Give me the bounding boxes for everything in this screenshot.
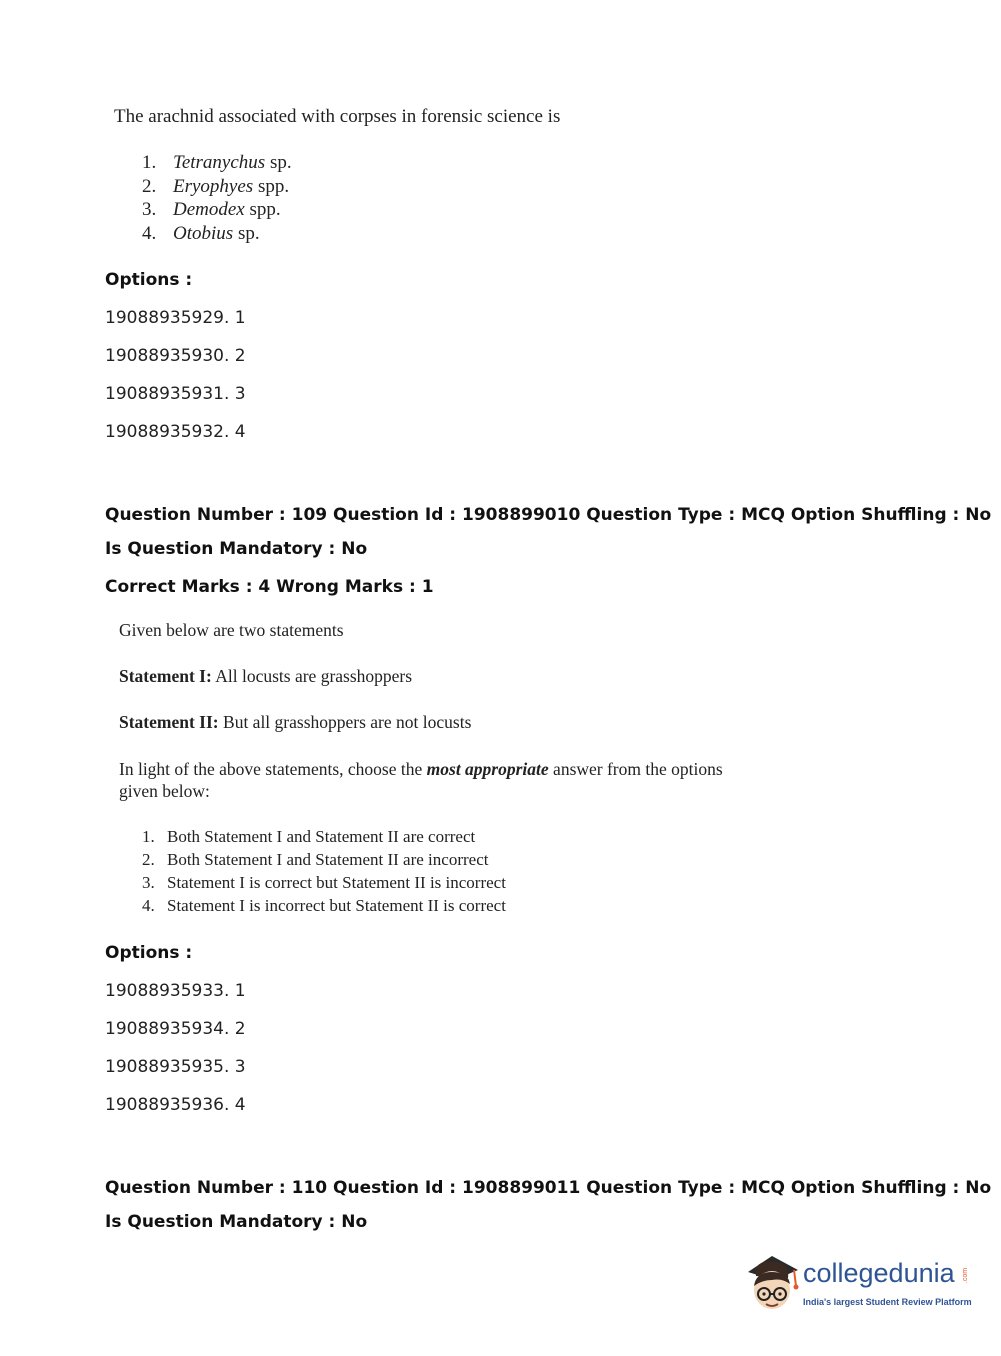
brand-name: collegedunia	[803, 1258, 955, 1288]
option-item: 19088935936. 4	[105, 1095, 246, 1115]
question-choice-list	[142, 825, 506, 917]
question-meta: Question Number : 109 Question Id : 1908899010 Question Type : MCQ Option Shuffling : No	[105, 505, 992, 525]
list-item: 4. Statement I is incorrect but Statement II is correct	[142, 896, 506, 915]
question-meta: Question Number : 110 Question Id : 1908899011 Question Type : MCQ Option Shuffling : No	[105, 1178, 992, 1198]
brand-tagline: India's largest Student Review Platform	[803, 1297, 972, 1307]
list-item: 3. Demodex spp.	[142, 199, 281, 220]
statements-intro: Given below are two statements	[119, 620, 344, 640]
question-stem: The arachnid associated with corpses in forensic science is	[114, 106, 561, 127]
brand-dotcom: .com	[962, 1267, 970, 1284]
options-heading: Options :	[105, 270, 193, 290]
options-heading: Options :	[105, 943, 193, 963]
statement-1: Statement I: All locusts are grasshoppers	[119, 666, 413, 686]
list-item: 1. Tetranychus sp.	[142, 152, 292, 173]
statement-2: Statement II: But all grasshoppers are not locusts	[119, 712, 472, 732]
question-instruction: In light of the above statements, choose the most appropriate answer from the options given below:	[119, 759, 723, 801]
option-item: 19088935931. 3	[105, 384, 246, 404]
question-marks: Correct Marks : 4 Wrong Marks : 1	[105, 577, 434, 597]
option-item: 19088935929. 1	[105, 308, 246, 328]
list-item: 2. Eryophyes spp.	[142, 175, 290, 197]
option-item: 19088935934. 2	[105, 1019, 246, 1039]
list-item: 4. Otobius sp.	[142, 222, 260, 244]
option-item: 19088935935. 3	[105, 1057, 246, 1077]
question-mandatory: Is Question Mandatory : No	[105, 1212, 368, 1232]
list-item: 1. Both Statement I and Statement II are correct	[142, 827, 476, 846]
list-item: 3. Statement I is correct but Statement II is incorrect	[142, 873, 506, 892]
option-item: 19088935932. 4	[105, 422, 246, 442]
question-mandatory: Is Question Mandatory : No	[105, 539, 368, 559]
option-item: 19088935930. 2	[105, 346, 246, 366]
list-item: 2. Both Statement I and Statement II are incorrect	[142, 850, 489, 869]
question-choice-list	[142, 151, 292, 245]
option-item: 19088935933. 1	[105, 981, 246, 1001]
mascot-logo-icon	[742, 1250, 802, 1318]
